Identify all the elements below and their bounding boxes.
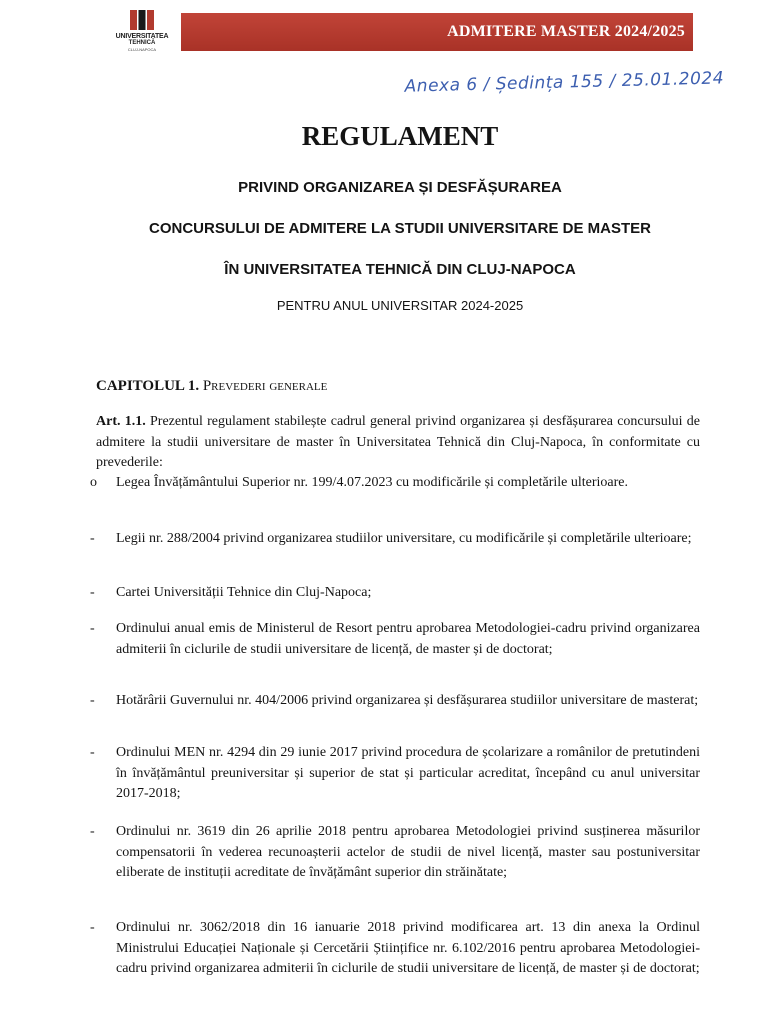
list-item-text: Hotărârii Guvernului nr. 404/2006 privind organizarea și desfășurarea studiilor universitare de masterat; [116,693,699,708]
list-item-text: Ordinului nr. 3619 din 26 aprilie 2018 pentru aprobarea Metodologiei privind susținerea măsurilor compensatorii în vederea recunoașterii actelor de studii de nivel licență, master sau postuniversitar eliberate de instituții acreditate de învățământ superior din străinătate; [116,824,700,880]
chapter-heading [96,378,327,395]
list-item-text: Ordinului MEN nr. 4294 din 29 iunie 2017 privind procedura de școlarizare a românilor de pretutindeni în învățământul preuniversitar și superior de stat și particular acreditat, începând cu anul universitar 2017-2018; [116,745,700,801]
handwritten-annotation: Anexa 6 / Ședința 155 / 25.01.2024 [404,68,725,97]
academic-year: PENTRU ANUL UNIVERSITAR 2024-2025 [276,298,524,313]
logo-text-line3: CLUJ-NAPOCA [127,47,157,52]
list-bullet: - [90,585,95,600]
list-bullet: - [90,920,95,935]
university-emblem-icon [128,10,156,30]
list-bullet: - [90,531,95,546]
chapter-title: Prevederi generale [202,378,328,394]
header-banner [181,13,693,51]
logo-text-line1: UNIVERSITATEA [115,33,169,40]
document-subtitle-3: ÎN UNIVERSITATEA TEHNICĂ DIN CLUJ-NAPOCA [224,261,576,278]
list-item-text: Cartei Universității Tehnice din Cluj-Napoca; [116,585,372,600]
article-label: Art. 1.1. [96,414,146,429]
document-title: REGULAMENT [301,121,499,151]
logo-text-line2: TEHNICĂ [128,40,156,46]
list-item-text: Ordinului anual emis de Ministerul de Resort pentru aprobarea Metodologiei-cadru privind organizarea admiterii în ciclurile de studii universitare de licență, de master și de doctorat; [116,621,700,657]
list-bullet: - [90,745,95,760]
article-paragraph [96,412,700,474]
university-logo [106,10,178,52]
list-bullet: - [90,693,95,708]
article-text: Prezentul regulament stabilește cadrul general privind organizarea și desfășurarea concursului de admitere la studii universitare de master în Universitatea Tehnică din Cluj-Napoca, în conformitate cu prevederile: [96,414,700,470]
list-bullet: - [90,621,95,636]
list-item-text: Ordinului nr. 3062/2018 din 16 ianuarie 2018 privind modificarea art. 13 din anexa la Ordinul Ministrului Educației Naționale și Cercetării Științifice nr. 6.102/2016 pentru aprobarea Metodologiei-cadru privind organizarea admiterii în ciclurile de studii universitare de licență, de master și de doctorat; [116,920,700,976]
list-item-text: Legea Învățământului Superior nr. 199/4.07.2023 cu modificările și completările ulterioare. [116,475,629,490]
list-bullet: o [90,475,97,490]
list-bullet: - [90,824,95,839]
document-subtitle-1: PRIVIND ORGANIZAREA ȘI DESFĂȘURAREA [238,179,562,196]
chapter-number: CAPITOLUL 1. [96,378,200,394]
list-item-text: Legii nr. 288/2004 privind organizarea studiilor universitare, cu modificările și completările ulterioare; [116,531,692,546]
document-subtitle-2: CONCURSULUI DE ADMITERE LA STUDII UNIVERSITARE DE MASTER [149,220,651,237]
banner-title: ADMITERE MASTER 2024/2025 [447,23,685,40]
